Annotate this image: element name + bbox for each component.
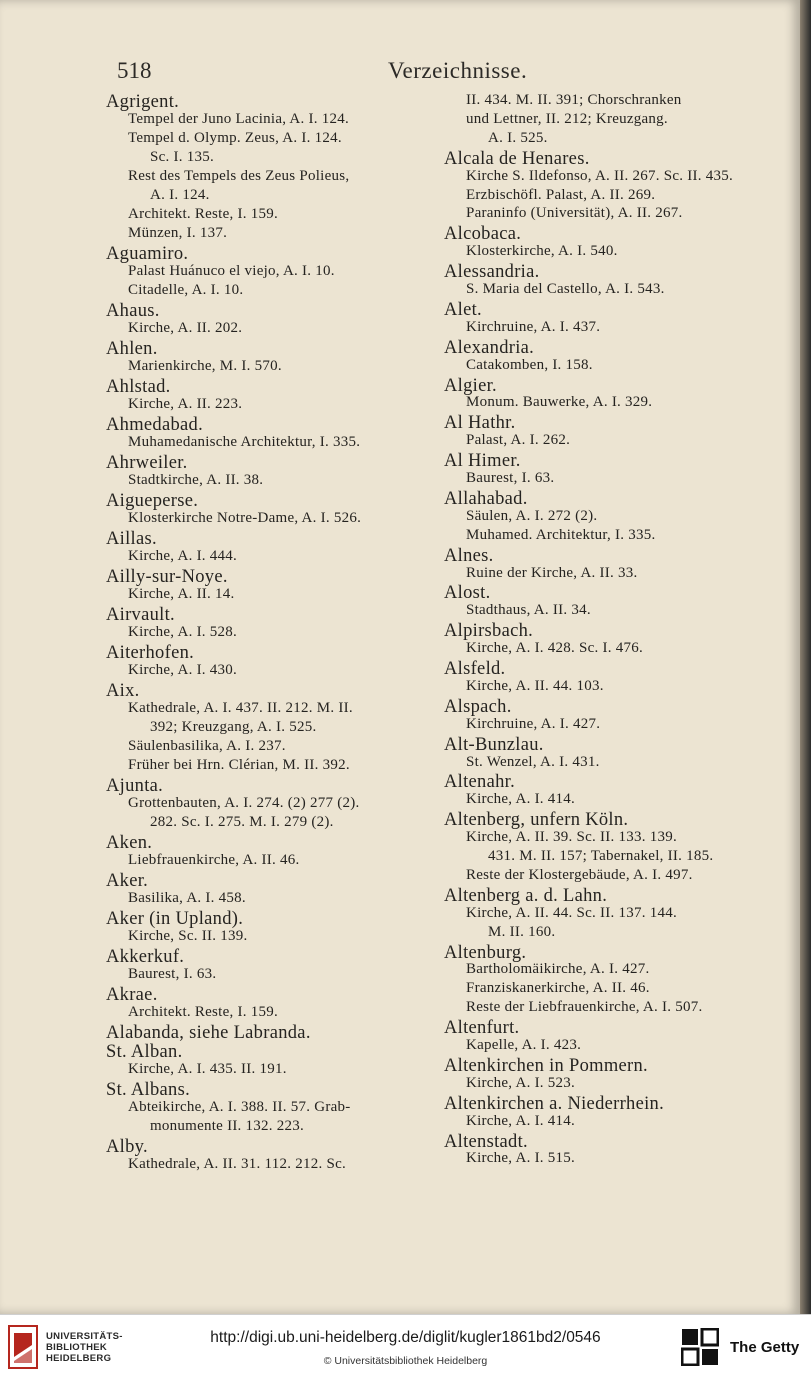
index-entry: II. 434. M. II. 391; Chorschranken xyxy=(466,92,682,108)
index-place-heading: Altenburg. xyxy=(444,942,527,963)
index-place-heading: Altenberg, unfern Köln. xyxy=(444,810,629,831)
index-entry: Stadtkirche, A. II. 38. xyxy=(128,472,264,488)
library-name-line: BIBLIOTHEK xyxy=(46,1342,108,1353)
partner-name: The Getty xyxy=(730,1339,800,1356)
index-entry: Baurest, I. 63. xyxy=(128,966,217,982)
index-entry: Bartholomäikirche, A. I. 427. xyxy=(466,961,650,978)
index-entry: A. I. 525. xyxy=(488,129,548,146)
page-number: 518 xyxy=(117,58,152,83)
index-entry: S. Maria del Castello, A. I. 543. xyxy=(466,281,665,297)
index-place-heading: Al Hathr. xyxy=(444,413,516,434)
index-entry: Kirche, A. I. 430. xyxy=(128,662,238,678)
index-entry: Kirche, A. I. 414. xyxy=(466,791,576,808)
index-place-heading: St. Albans. xyxy=(106,1080,190,1100)
index-place-heading: Altenberg a. d. Lahn. xyxy=(444,885,608,906)
index-entry: Reste der Liebfrauenkirche, A. I. 507. xyxy=(466,999,703,1016)
index-place-heading: Alcobaca. xyxy=(444,224,522,245)
library-name-line: UNIVERSITÄTS- xyxy=(46,1331,123,1342)
index-entry: Münzen, I. 137. xyxy=(128,225,228,241)
index-entry: Architekt. Reste, I. 159. xyxy=(128,206,278,222)
index-entry: 431. M. II. 157; Tabernakel, II. 185. xyxy=(488,848,714,864)
library-name-line: HEIDELBERG xyxy=(46,1353,112,1364)
index-entry: Kathedrale, A. II. 31. 112. 212. Sc. xyxy=(128,1156,346,1172)
index-place-heading: Alspach. xyxy=(444,696,512,717)
index-entry: Marienkirche, M. I. 570. xyxy=(128,358,282,374)
index-place-heading: Algier. xyxy=(444,375,497,396)
index-entry: Citadelle, A. I. 10. xyxy=(128,282,244,298)
index-place-heading: Aker (in Upland). xyxy=(106,909,244,929)
index-entry: 392; Kreuzgang, A. I. 525. xyxy=(150,719,317,735)
index-entry: Palast, A. I. 262. xyxy=(466,432,571,449)
index-entry: Muhamed. Architektur, I. 335. xyxy=(466,526,656,543)
index-entry: Reste der Klostergebäude, A. I. 497. xyxy=(466,866,693,883)
index-entry: Kirche, A. I. 515. xyxy=(466,1150,576,1167)
index-entry: Franziskanerkirche, A. II. 46. xyxy=(466,980,650,997)
index-entry: Paraninfo (Universität), A. II. 267. xyxy=(466,205,683,222)
index-entry: Kirche, A. I. 428. Sc. I. 476. xyxy=(466,640,644,657)
index-place-heading: Altenstadt. xyxy=(444,1131,528,1152)
index-place-heading: Aken. xyxy=(106,833,153,853)
index-entry: Kirchruine, A. I. 427. xyxy=(466,715,601,732)
index-entry: Kirche, A. II. 202. xyxy=(128,320,243,336)
index-entry: Rest des Tempels des Zeus Polieus, xyxy=(128,168,350,184)
index-entry: Kirche, A. II. 39. Sc. II. 133. 139. xyxy=(466,829,678,846)
index-entry: Kirche, A. I. 444. xyxy=(128,548,238,564)
index-entry: Kirche, A. I. 528. xyxy=(128,624,238,640)
copyright-notice: © Universitätsbibliothek Heidelberg xyxy=(323,1355,488,1367)
index-place-heading: Ahlstad. xyxy=(106,377,171,397)
index-place-heading: Alet. xyxy=(444,299,482,320)
index-place-heading: Aiterhofen. xyxy=(106,643,195,663)
index-entry: Tempel d. Olymp. Zeus, A. I. 124. xyxy=(128,130,342,146)
index-place-heading: Aillas. xyxy=(106,529,157,549)
index-entry: monumente II. 132. 223. xyxy=(150,1118,305,1134)
index-entry: Säulen, A. I. 272 (2). xyxy=(466,507,598,524)
index-place-heading: Alnes. xyxy=(444,545,494,566)
index-place-heading: Aguamiro. xyxy=(106,244,189,264)
index-place-heading: Aix. xyxy=(106,681,140,701)
running-header: Verzeichnisse. xyxy=(388,58,528,83)
index-entry: Catakomben, I. 158. xyxy=(466,356,593,373)
index-place-heading: Altenkirchen in Pommern. xyxy=(444,1055,648,1076)
index-place-heading: Alby. xyxy=(106,1137,148,1157)
index-entry: Säulenbasilika, A. I. 237. xyxy=(128,738,286,754)
index-place-heading: Agrigent. xyxy=(106,92,180,112)
index-place-heading: Alost. xyxy=(444,583,491,604)
getty-logo-icon xyxy=(681,1328,719,1366)
index-entry: A. I. 124. xyxy=(150,187,210,203)
index-entry: Baurest, I. 63. xyxy=(466,470,555,486)
index-entry: und Lettner, II. 212; Kreuzgang. xyxy=(466,110,668,127)
index-entry: Liebfrauenkirche, A. II. 46. xyxy=(128,852,300,868)
index-entry: Kirche, A. I. 414. xyxy=(466,1112,576,1129)
index-entry: St. Wenzel, A. I. 431. xyxy=(466,753,600,770)
index-entry: Muhamedanische Architektur, I. 335. xyxy=(128,434,361,450)
index-entry: Ruine der Kirche, A. II. 33. xyxy=(466,564,638,581)
index-place-heading: Alsfeld. xyxy=(444,659,506,679)
index-entry: Erzbischöfl. Palast, A. II. 269. xyxy=(466,186,656,203)
index-place-heading: Alcala de Henares. xyxy=(444,148,590,169)
index-entry: Sc. I. 135. xyxy=(150,149,214,165)
index-place-heading: Ajunta. xyxy=(106,776,164,796)
index-place-heading: Alabanda, siehe Labranda. xyxy=(106,1023,311,1043)
index-place-heading: Aigueperse. xyxy=(106,491,199,511)
index-place-heading: Altenfurt. xyxy=(444,1018,520,1039)
index-entry: Kathedrale, A. I. 437. II. 212. M. II. xyxy=(128,700,353,716)
permalink-url[interactable]: http://digi.ub.uni-heidelberg.de/diglit/kugler1861bd2/0546 xyxy=(210,1329,601,1346)
index-entry: Abteikirche, A. I. 388. II. 57. Grab- xyxy=(128,1099,351,1115)
index-place-heading: St. Alban. xyxy=(106,1042,183,1062)
index-place-heading: Ahaus. xyxy=(106,301,160,321)
index-entry: Architekt. Reste, I. 159. xyxy=(128,1004,278,1020)
index-entry: Kirche, A. I. 435. II. 191. xyxy=(128,1061,287,1077)
index-entry: Früher bei Hrn. Clérian, M. II. 392. xyxy=(128,757,350,773)
index-entry: Kirche, Sc. II. 139. xyxy=(128,928,248,944)
index-place-heading: Alt-Bunzlau. xyxy=(444,734,544,755)
index-entry: Kirchruine, A. I. 437. xyxy=(466,318,601,335)
index-place-heading: Alessandria. xyxy=(444,262,540,283)
index-entry: Kirche, A. I. 523. xyxy=(466,1074,576,1091)
index-entry: Klosterkirche Notre-Dame, A. I. 526. xyxy=(128,510,362,526)
index-place-heading: Airvault. xyxy=(106,605,175,625)
index-entry: Kirche, A. II. 44. Sc. II. 137. 144. xyxy=(466,904,678,921)
index-entry: Basilika, A. I. 458. xyxy=(128,890,246,906)
index-place-heading: Allahabad. xyxy=(444,488,528,509)
index-entry: Grottenbauten, A. I. 274. (2) 277 (2). xyxy=(128,795,360,811)
index-place-heading: Altenkirchen a. Niederrhein. xyxy=(444,1093,665,1114)
index-place-heading: Alpirsbach. xyxy=(444,621,534,642)
index-entry: Klosterkirche, A. I. 540. xyxy=(466,243,618,260)
index-entry: 282. Sc. I. 275. M. I. 279 (2). xyxy=(150,814,334,830)
index-entry: Palast Huánuco el viejo, A. I. 10. xyxy=(128,263,335,279)
index-entry: Kapelle, A. I. 423. xyxy=(466,1037,582,1053)
index-place-heading: Altenahr. xyxy=(444,772,516,793)
index-place-heading: Aker. xyxy=(106,871,149,891)
index-place-heading: Ahrweiler. xyxy=(106,453,188,473)
index-place-heading: Ahmedabad. xyxy=(106,415,204,435)
index-place-heading: Ailly-sur-Noye. xyxy=(106,567,228,587)
index-entry: Kirche S. Ildefonso, A. II. 267. Sc. II. 435. xyxy=(466,167,734,184)
index-place-heading: Akrae. xyxy=(106,985,158,1005)
index-place-heading: Al Himer. xyxy=(444,451,521,472)
index-entry: Tempel der Juno Lacinia, A. I. 124. xyxy=(128,111,349,127)
index-place-heading: Akkerkuf. xyxy=(106,947,185,967)
index-place-heading: Alexandria. xyxy=(444,337,535,358)
page-edge xyxy=(800,0,811,1314)
index-entry: Monum. Bauwerke, A. I. 329. xyxy=(466,394,653,411)
index-entry: Kirche, A. II. 44. 103. xyxy=(466,677,604,694)
index-entry: Stadthaus, A. II. 34. xyxy=(466,602,591,619)
viewer-footer xyxy=(0,1314,811,1382)
index-entry: Kirche, A. II. 223. xyxy=(128,396,243,412)
index-entry: Kirche, A. II. 14. xyxy=(128,586,235,602)
index-entry: M. II. 160. xyxy=(488,923,556,940)
index-place-heading: Ahlen. xyxy=(106,339,158,359)
